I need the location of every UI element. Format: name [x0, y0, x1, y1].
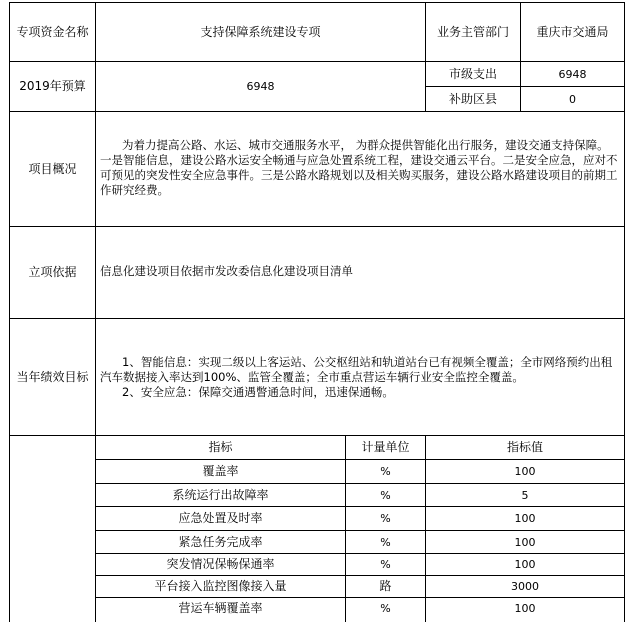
- indicator-value: 100: [514, 465, 536, 478]
- indicator-value: 3000: [511, 580, 539, 593]
- overview-label: 项目概况: [28, 161, 77, 176]
- indicator-unit: %: [380, 558, 391, 571]
- indicator-value: 100: [514, 558, 536, 571]
- goal-line-2: 2、安全应急：保障交通遇瞥通急时间，迅速保通畅。: [122, 385, 394, 399]
- indicator-unit: 路: [379, 579, 392, 593]
- budget-value: 6948: [246, 80, 275, 93]
- indicator-name: 平台接入监控图像接入量: [154, 579, 287, 593]
- goal-line-1: 1、智能信息：实现二级以上客运站、公交枢纽站和轨道站台已有视频全覆盖；全市网络预约出租汽车数据接入率达到100%、监管全覆盖；全市重点营运车辆行业安全监控全覆盖。: [100, 355, 613, 384]
- indicator-unit: %: [380, 602, 391, 615]
- basis-text: 信息化建设项目依据市发改委信息化建设项目清单: [100, 264, 353, 278]
- indicator-name: 紧急任务完成率: [178, 534, 263, 549]
- fund-name-label: 专项资金名称: [16, 24, 89, 39]
- indicator-unit: %: [380, 512, 391, 525]
- city-expense-label: 市级支出: [448, 66, 497, 81]
- department-value: 重庆市交通局: [536, 24, 609, 39]
- subsidy-value: 0: [569, 92, 576, 106]
- fund-name-value: 支持保障系统建设专项: [200, 24, 321, 39]
- basis-label: 立项依据: [28, 265, 77, 279]
- city-expense-value: 6948: [558, 67, 587, 81]
- indicator-name: 覆盖率: [202, 464, 239, 478]
- goal-label: 当年绩效目标: [16, 369, 89, 384]
- indicator-name: 营运车辆覆盖率: [178, 601, 263, 615]
- indicator-col-value: 指标值: [506, 440, 543, 454]
- indicator-value: 100: [514, 535, 536, 549]
- indicator-col-unit: 计量单位: [361, 440, 410, 454]
- indicator-unit: %: [380, 465, 391, 478]
- subsidy-label: 补助区县: [448, 91, 497, 106]
- indicator-unit: %: [380, 488, 391, 502]
- indicator-value: 5: [521, 488, 529, 502]
- indicator-name: 系统运行出故障率: [172, 487, 269, 502]
- indicator-name: 突发情况保畅保通率: [166, 557, 275, 571]
- budget-label: 2019年预算: [19, 79, 86, 93]
- indicator-col-name: 指标: [208, 440, 233, 454]
- indicator-unit: %: [380, 535, 391, 549]
- overview-text: 为着力提高公路、水运、城市交通服务水平， 为群众提供智能化出行服务，建设交通支持保障。一是智能信息，建设公路水运安全畅通与应急处置系统工程，建设交通云平台。二是安全应急，应对不可预见的突发性安全应急事件。三是公路水路规划以及相关购买服务，建设公路水路建设项目的前期工作研究经费。: [100, 138, 618, 197]
- department-label: 业务主管部门: [436, 24, 509, 39]
- indicator-value: 100: [514, 512, 536, 525]
- indicator-value: 100: [514, 602, 536, 615]
- indicator-name: 应急处置及时率: [178, 511, 263, 525]
